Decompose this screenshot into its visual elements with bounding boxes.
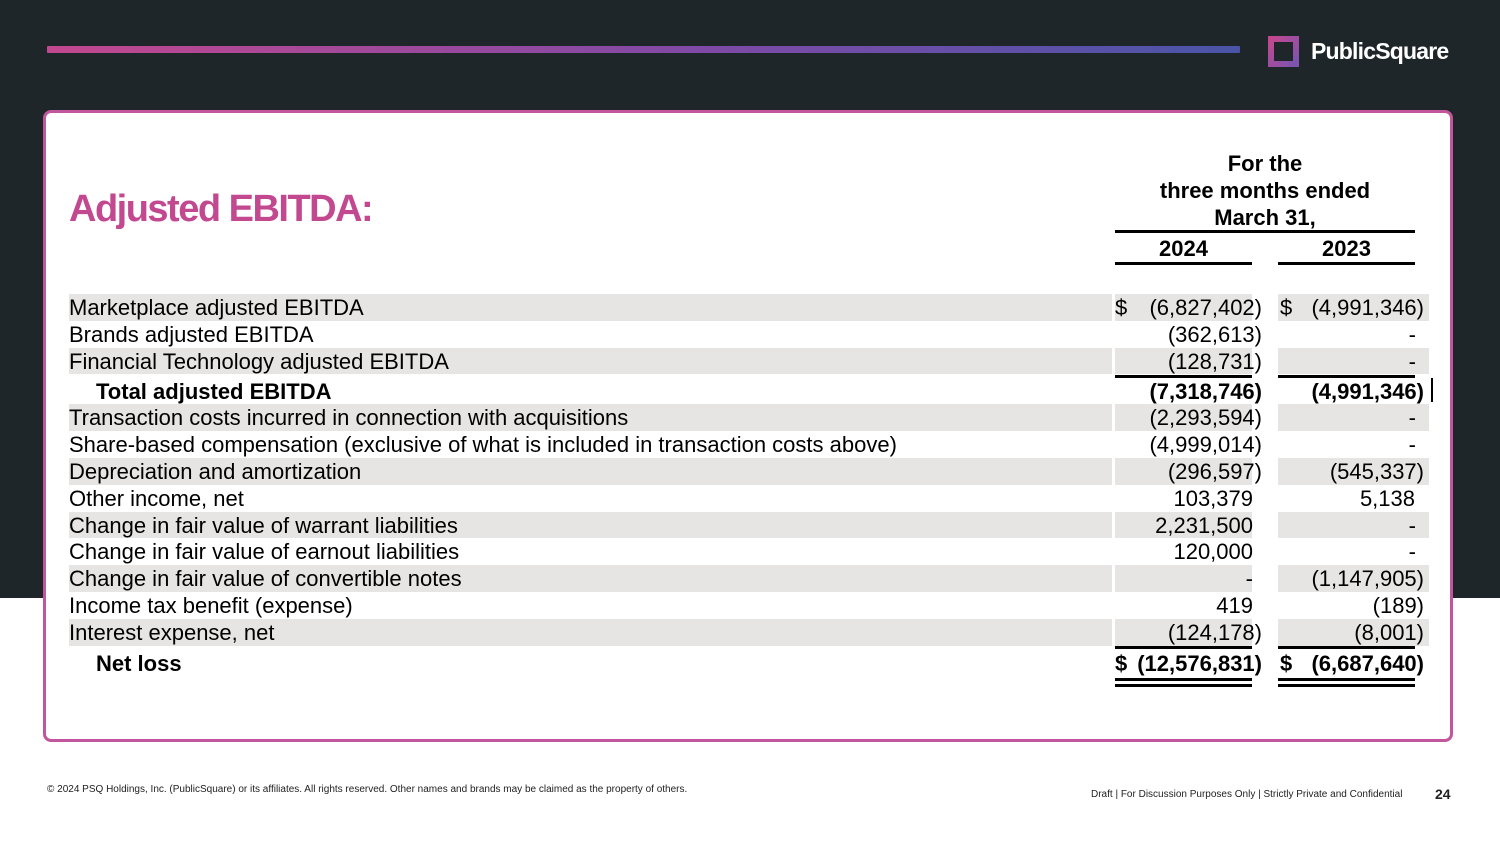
value-2024: (12,576,831) xyxy=(1137,650,1262,676)
gradient-rule xyxy=(47,46,1240,53)
value-2024: (296,597) xyxy=(1167,458,1262,484)
value-2024: 419 xyxy=(1216,592,1253,618)
value-2023: (6,687,640) xyxy=(1311,650,1424,676)
page-number: 24 xyxy=(1435,786,1451,802)
table-row xyxy=(69,294,1429,321)
table-row xyxy=(69,458,1429,485)
value-2024: - xyxy=(1245,566,1253,592)
column-header-2024: 2024 xyxy=(1159,236,1208,261)
value-2023: - xyxy=(1408,348,1416,374)
copyright-notice: © 2024 PSQ Holdings, Inc. (PublicSquare) or its affiliates. All rights reserved. Other names and brands may be claimed as the property of others. xyxy=(47,784,688,795)
value-2024: (2,293,594) xyxy=(1149,405,1262,431)
brand-name: PublicSquare xyxy=(1311,37,1449,64)
value-2023: (4,991,346) xyxy=(1311,295,1424,320)
row-label: Change in fair value of convertible notes xyxy=(69,566,462,592)
row-label: Change in fair value of warrant liabilities xyxy=(69,512,458,538)
value-2023: (545,337) xyxy=(1329,458,1424,484)
table-row xyxy=(69,565,1429,592)
period-line-2: three months ended xyxy=(1159,178,1371,203)
table-row xyxy=(69,404,1429,431)
row-label: Depreciation and amortization xyxy=(69,458,362,484)
table-row xyxy=(69,592,1429,619)
row-label: Income tax benefit (expense) xyxy=(69,592,353,618)
table-row xyxy=(69,538,1429,565)
double-rule xyxy=(1115,678,1252,681)
table-row xyxy=(69,512,1429,539)
value-2023: - xyxy=(1408,539,1416,565)
row-label: Marketplace adjusted EBITDA xyxy=(69,295,364,320)
row-label: Net loss xyxy=(96,650,182,676)
column-header-2023: 2023 xyxy=(1322,236,1371,261)
double-rule xyxy=(1278,684,1415,687)
value-2023: - xyxy=(1408,432,1416,458)
double-rule xyxy=(1278,678,1415,681)
table-row xyxy=(69,348,1429,375)
value-2024: 103,379 xyxy=(1173,485,1253,511)
value-2024: (7,318,746) xyxy=(1149,379,1262,405)
period-line-3: March 31, xyxy=(1214,205,1316,230)
value-2023: 5,138 xyxy=(1359,485,1415,511)
brand-logo xyxy=(1268,35,1448,67)
table-row xyxy=(69,619,1429,646)
year-rule-2023 xyxy=(1278,262,1415,265)
confidentiality-notice: Draft | For Discussion Purposes Only | Strictly Private and Confidential xyxy=(1091,789,1403,800)
table-row xyxy=(69,431,1429,458)
row-label: Other income, net xyxy=(69,485,244,511)
table-row xyxy=(69,321,1429,348)
value-2024: (362,613) xyxy=(1167,321,1262,347)
value-2024: 2,231,500 xyxy=(1155,512,1253,538)
period-line-1: For the xyxy=(1227,151,1303,176)
row-label: Total adjusted EBITDA xyxy=(96,379,332,405)
value-2024: (128,731) xyxy=(1167,348,1262,374)
value-2024: (4,999,014) xyxy=(1149,432,1262,458)
double-rule xyxy=(1115,684,1252,687)
value-2023: - xyxy=(1408,321,1416,347)
page-title: Adjusted EBITDA: xyxy=(69,188,373,230)
value-2024: (124,178) xyxy=(1167,619,1262,645)
currency-symbol: $ xyxy=(1280,650,1293,676)
year-rule-2024 xyxy=(1115,262,1252,265)
value-2024: (6,827,402) xyxy=(1149,295,1262,320)
table-row xyxy=(69,485,1429,512)
currency-symbol: $ xyxy=(1115,295,1128,320)
row-label: Transaction costs incurred in connection with acquisitions xyxy=(69,405,629,431)
value-2024: 120,000 xyxy=(1173,539,1253,565)
value-2023: - xyxy=(1408,405,1416,431)
text-cursor xyxy=(1431,378,1433,402)
value-2023: (1,147,905) xyxy=(1311,566,1424,592)
value-2023: (8,001) xyxy=(1354,619,1424,645)
ebitda-table xyxy=(69,294,1429,676)
row-label: Interest expense, net xyxy=(69,619,275,645)
currency-symbol: $ xyxy=(1115,650,1128,676)
row-label: Change in fair value of earnout liabilities xyxy=(69,539,460,565)
row-label: Brands adjusted EBITDA xyxy=(69,321,314,347)
table-row-total xyxy=(69,374,1429,404)
value-2023: (189) xyxy=(1372,592,1424,618)
logo-square-icon xyxy=(1268,36,1299,67)
row-label: Financial Technology adjusted EBITDA xyxy=(69,348,449,374)
period-header xyxy=(1115,150,1415,231)
currency-symbol: $ xyxy=(1280,295,1293,320)
period-header-rule xyxy=(1115,230,1415,233)
value-2023: (4,991,346) xyxy=(1311,379,1424,405)
value-2023: - xyxy=(1408,512,1416,538)
table-row-net-loss xyxy=(69,646,1429,676)
row-label: Share-based compensation (exclusive of what is included in transaction costs above) xyxy=(69,432,897,458)
